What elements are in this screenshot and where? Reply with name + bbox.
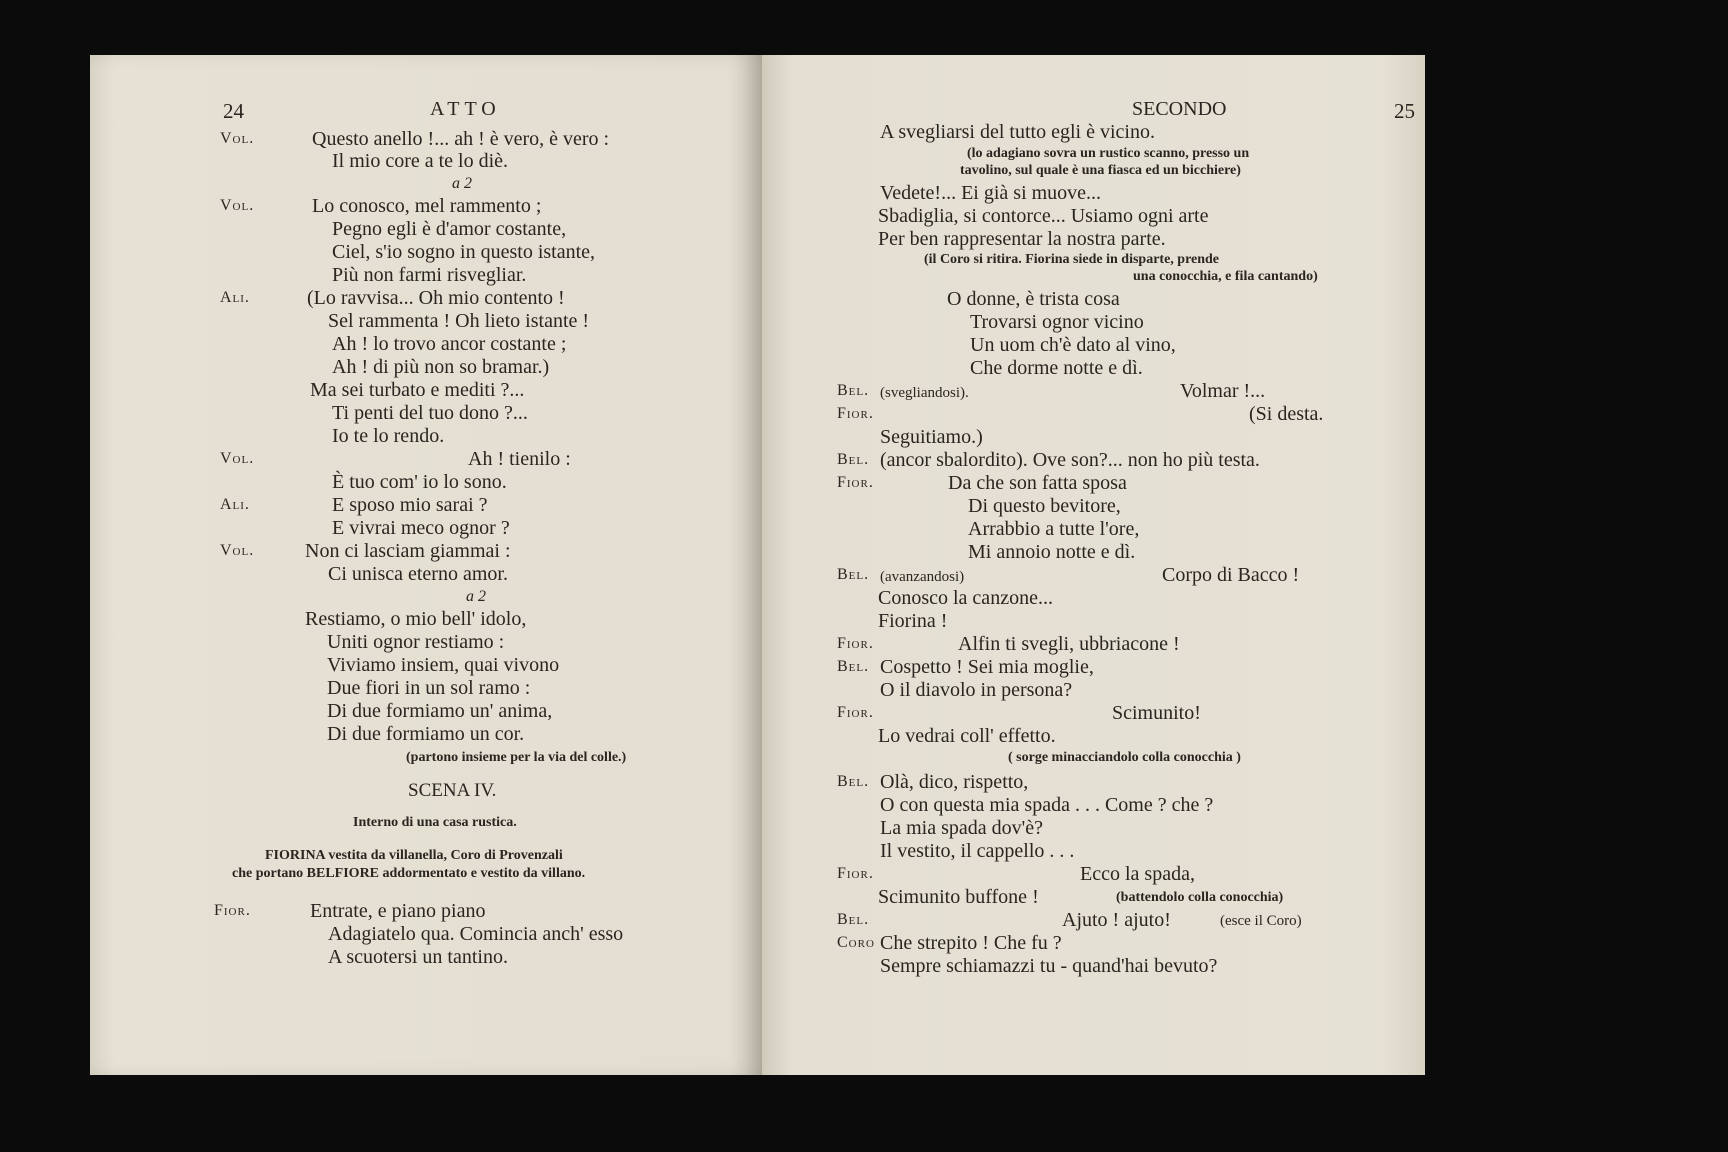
speaker: Vol.	[220, 197, 255, 214]
verse-line: A svegliarsi del tutto egli è vicino.	[880, 121, 1155, 143]
verse-line: Ajuto ! ajuto!	[1062, 909, 1171, 931]
verse-line: Un uom ch'è dato al vino,	[970, 334, 1176, 356]
verse-line: Ah ! lo trovo ancor costante ;	[332, 333, 567, 355]
verse-line: Volmar !...	[1180, 380, 1266, 402]
speaker: Vol.	[220, 130, 255, 147]
verse-line: Ci unisca eterno amor.	[328, 563, 508, 585]
verse-line: O donne, è trista cosa	[947, 288, 1120, 310]
stage-direction: (lo adagiano sovra un rustico scanno, presso un	[967, 146, 1250, 161]
speaker: Ali.	[220, 289, 250, 306]
verse-line: Pegno egli è d'amor costante,	[332, 218, 567, 240]
speaker: Vol.	[220, 542, 255, 559]
verse-line: Viviamo insiem, quai vivono	[327, 654, 560, 676]
verse-line: Corpo di Bacco !	[1162, 564, 1300, 586]
verse-line: Ti penti del tuo dono ?...	[332, 402, 528, 424]
speaker: Fior.	[214, 902, 251, 919]
speaker: Bel.	[837, 451, 870, 468]
speaker: Bel.	[837, 382, 870, 399]
scene-setting: Interno di una casa rustica.	[353, 815, 517, 830]
verse-line: Entrate, e piano piano	[310, 900, 486, 922]
speaker: Fior.	[837, 474, 874, 491]
character-list: che portano BELFIORE addormentato e vestito da villano.	[232, 866, 586, 881]
verse-line: E vivrai meco ognor ?	[332, 517, 510, 539]
speaker: Ali.	[220, 496, 250, 513]
verse-line: (Si desta.	[1249, 403, 1324, 425]
verse-line: Restiamo, o mio bell' idolo,	[305, 608, 527, 630]
speaker: Bel.	[837, 566, 870, 583]
verse-line: Fiorina !	[878, 610, 948, 632]
speaker: Fior.	[837, 704, 874, 721]
verse-line: Uniti ognor restiamo :	[327, 631, 505, 653]
verse-line: Lo vedrai coll' effetto.	[878, 725, 1056, 747]
stage-direction: ( sorge minacciandolo colla conocchia )	[1008, 750, 1241, 765]
scene-heading: SCENA IV.	[408, 780, 497, 801]
verse-line: Ah ! tienilo :	[468, 448, 571, 470]
verse-line: Lo conosco, mel rammento ;	[312, 195, 542, 217]
left-page	[90, 55, 762, 1075]
page-number: 24	[223, 99, 244, 123]
verse-line: È tuo com' io lo sono.	[332, 471, 507, 493]
stage-direction: (esce il Coro)	[1220, 913, 1302, 929]
verse-line: (ancor sbalordito). Ove son?... non ho più testa.	[880, 449, 1260, 471]
speaker: Coro	[837, 934, 875, 951]
stage-direction: (svegliandosi).	[880, 385, 969, 401]
verse-line: E sposo mio sarai ?	[332, 494, 488, 516]
verse-line: Olà, dico, rispetto,	[880, 771, 1029, 793]
speaker: Fior.	[837, 865, 874, 882]
stage-direction: (partono insieme per la via del colle.)	[406, 750, 627, 765]
verse-line: Che dorme notte e dì.	[970, 357, 1143, 379]
verse-line: Conosco la canzone...	[878, 587, 1053, 609]
verse-line: Di due formiamo un cor.	[327, 723, 525, 745]
verse-line: Che strepito ! Che fu ?	[880, 932, 1062, 954]
verse-line: Sempre schiamazzi tu - quand'hai bevuto?	[880, 955, 1218, 977]
verse-line: Trovarsi ognor vicino	[970, 311, 1144, 333]
speaker: Vol.	[220, 450, 255, 467]
verse-line: Adagiatelo qua. Comincia anch' esso	[328, 923, 624, 945]
a-due-marker: a 2	[466, 588, 486, 605]
verse-line: A scuotersi un tantino.	[328, 946, 508, 968]
verse-line: Sel rammenta ! Oh lieto istante !	[328, 310, 590, 332]
stage-direction: (il Coro si ritira. Fiorina siede in disparte, prende	[924, 252, 1220, 267]
verse-line: Vedete!... Ei già si muove...	[880, 182, 1102, 204]
a-due-marker: a 2	[452, 175, 472, 192]
verse-line: Scimunito buffone !	[878, 886, 1039, 908]
verse-line: (Lo ravvisa... Oh mio contento !	[307, 287, 565, 309]
verse-line: Per ben rappresentar la nostra parte.	[878, 228, 1166, 250]
verse-line: Alfin ti svegli, ubbriacone !	[958, 633, 1180, 655]
verse-line: Questo anello !... ah ! è vero, è vero :	[312, 128, 610, 150]
verse-line: Io te lo rendo.	[332, 425, 445, 447]
verse-line: Scimunito!	[1112, 702, 1201, 724]
verse-line: Due fiori in un sol ramo :	[327, 677, 531, 699]
verse-line: Cospetto ! Sei mia moglie,	[880, 656, 1094, 678]
verse-line: Di questo bevitore,	[968, 495, 1121, 517]
verse-line: Non ci lasciam giammai :	[305, 540, 511, 562]
verse-line: Arrabbio a tutte l'ore,	[968, 518, 1140, 540]
verse-line: Ma sei turbato e mediti ?...	[310, 379, 525, 401]
open-book	[90, 55, 1425, 1075]
stage-direction: (avanzandosi)	[880, 569, 965, 585]
stage-direction: (battendolo colla conocchia)	[1116, 890, 1284, 905]
speaker: Fior.	[837, 405, 874, 422]
verse-line: Mi annoio notte e dì.	[968, 541, 1136, 563]
verse-line: Seguitiamo.)	[880, 426, 983, 448]
verse-line: Ah ! di più non so bramar.)	[332, 356, 550, 378]
stage-direction: una conocchia, e fila cantando)	[1133, 269, 1318, 284]
speaker: Fior.	[837, 635, 874, 652]
verse-line: Più non farmi risvegliar.	[332, 264, 527, 286]
verse-line: Il mio core a te lo diè.	[332, 150, 509, 172]
speaker: Bel.	[837, 773, 870, 790]
speaker: Bel.	[837, 658, 870, 675]
character-list: FIORINA vestita da villanella, Coro di Provenzali	[265, 848, 563, 863]
verse-line: Ciel, s'io sogno in questo istante,	[332, 241, 596, 263]
verse-line: O con questa mia spada . . . Come ? che ?	[880, 794, 1214, 816]
right-page	[762, 55, 1425, 1075]
verse-line: Sbadiglia, si contorce... Usiamo ogni arte	[878, 205, 1209, 227]
verse-line: Da che son fatta sposa	[948, 472, 1127, 494]
verse-line: Ecco la spada,	[1080, 863, 1195, 885]
speaker: Bel.	[837, 911, 870, 928]
verse-line: O il diavolo in persona?	[880, 679, 1073, 701]
verse-line: La mia spada dov'è?	[880, 817, 1043, 839]
verse-line: Il vestito, il cappello . . .	[880, 840, 1075, 862]
running-head: ATTO	[430, 98, 501, 120]
stage-direction: tavolino, sul quale è una fiasca ed un bicchiere)	[960, 163, 1241, 178]
verse-line: Di due formiamo un' anima,	[327, 700, 553, 722]
page-number: 25	[1394, 99, 1415, 123]
running-head: SECONDO	[1132, 98, 1227, 120]
